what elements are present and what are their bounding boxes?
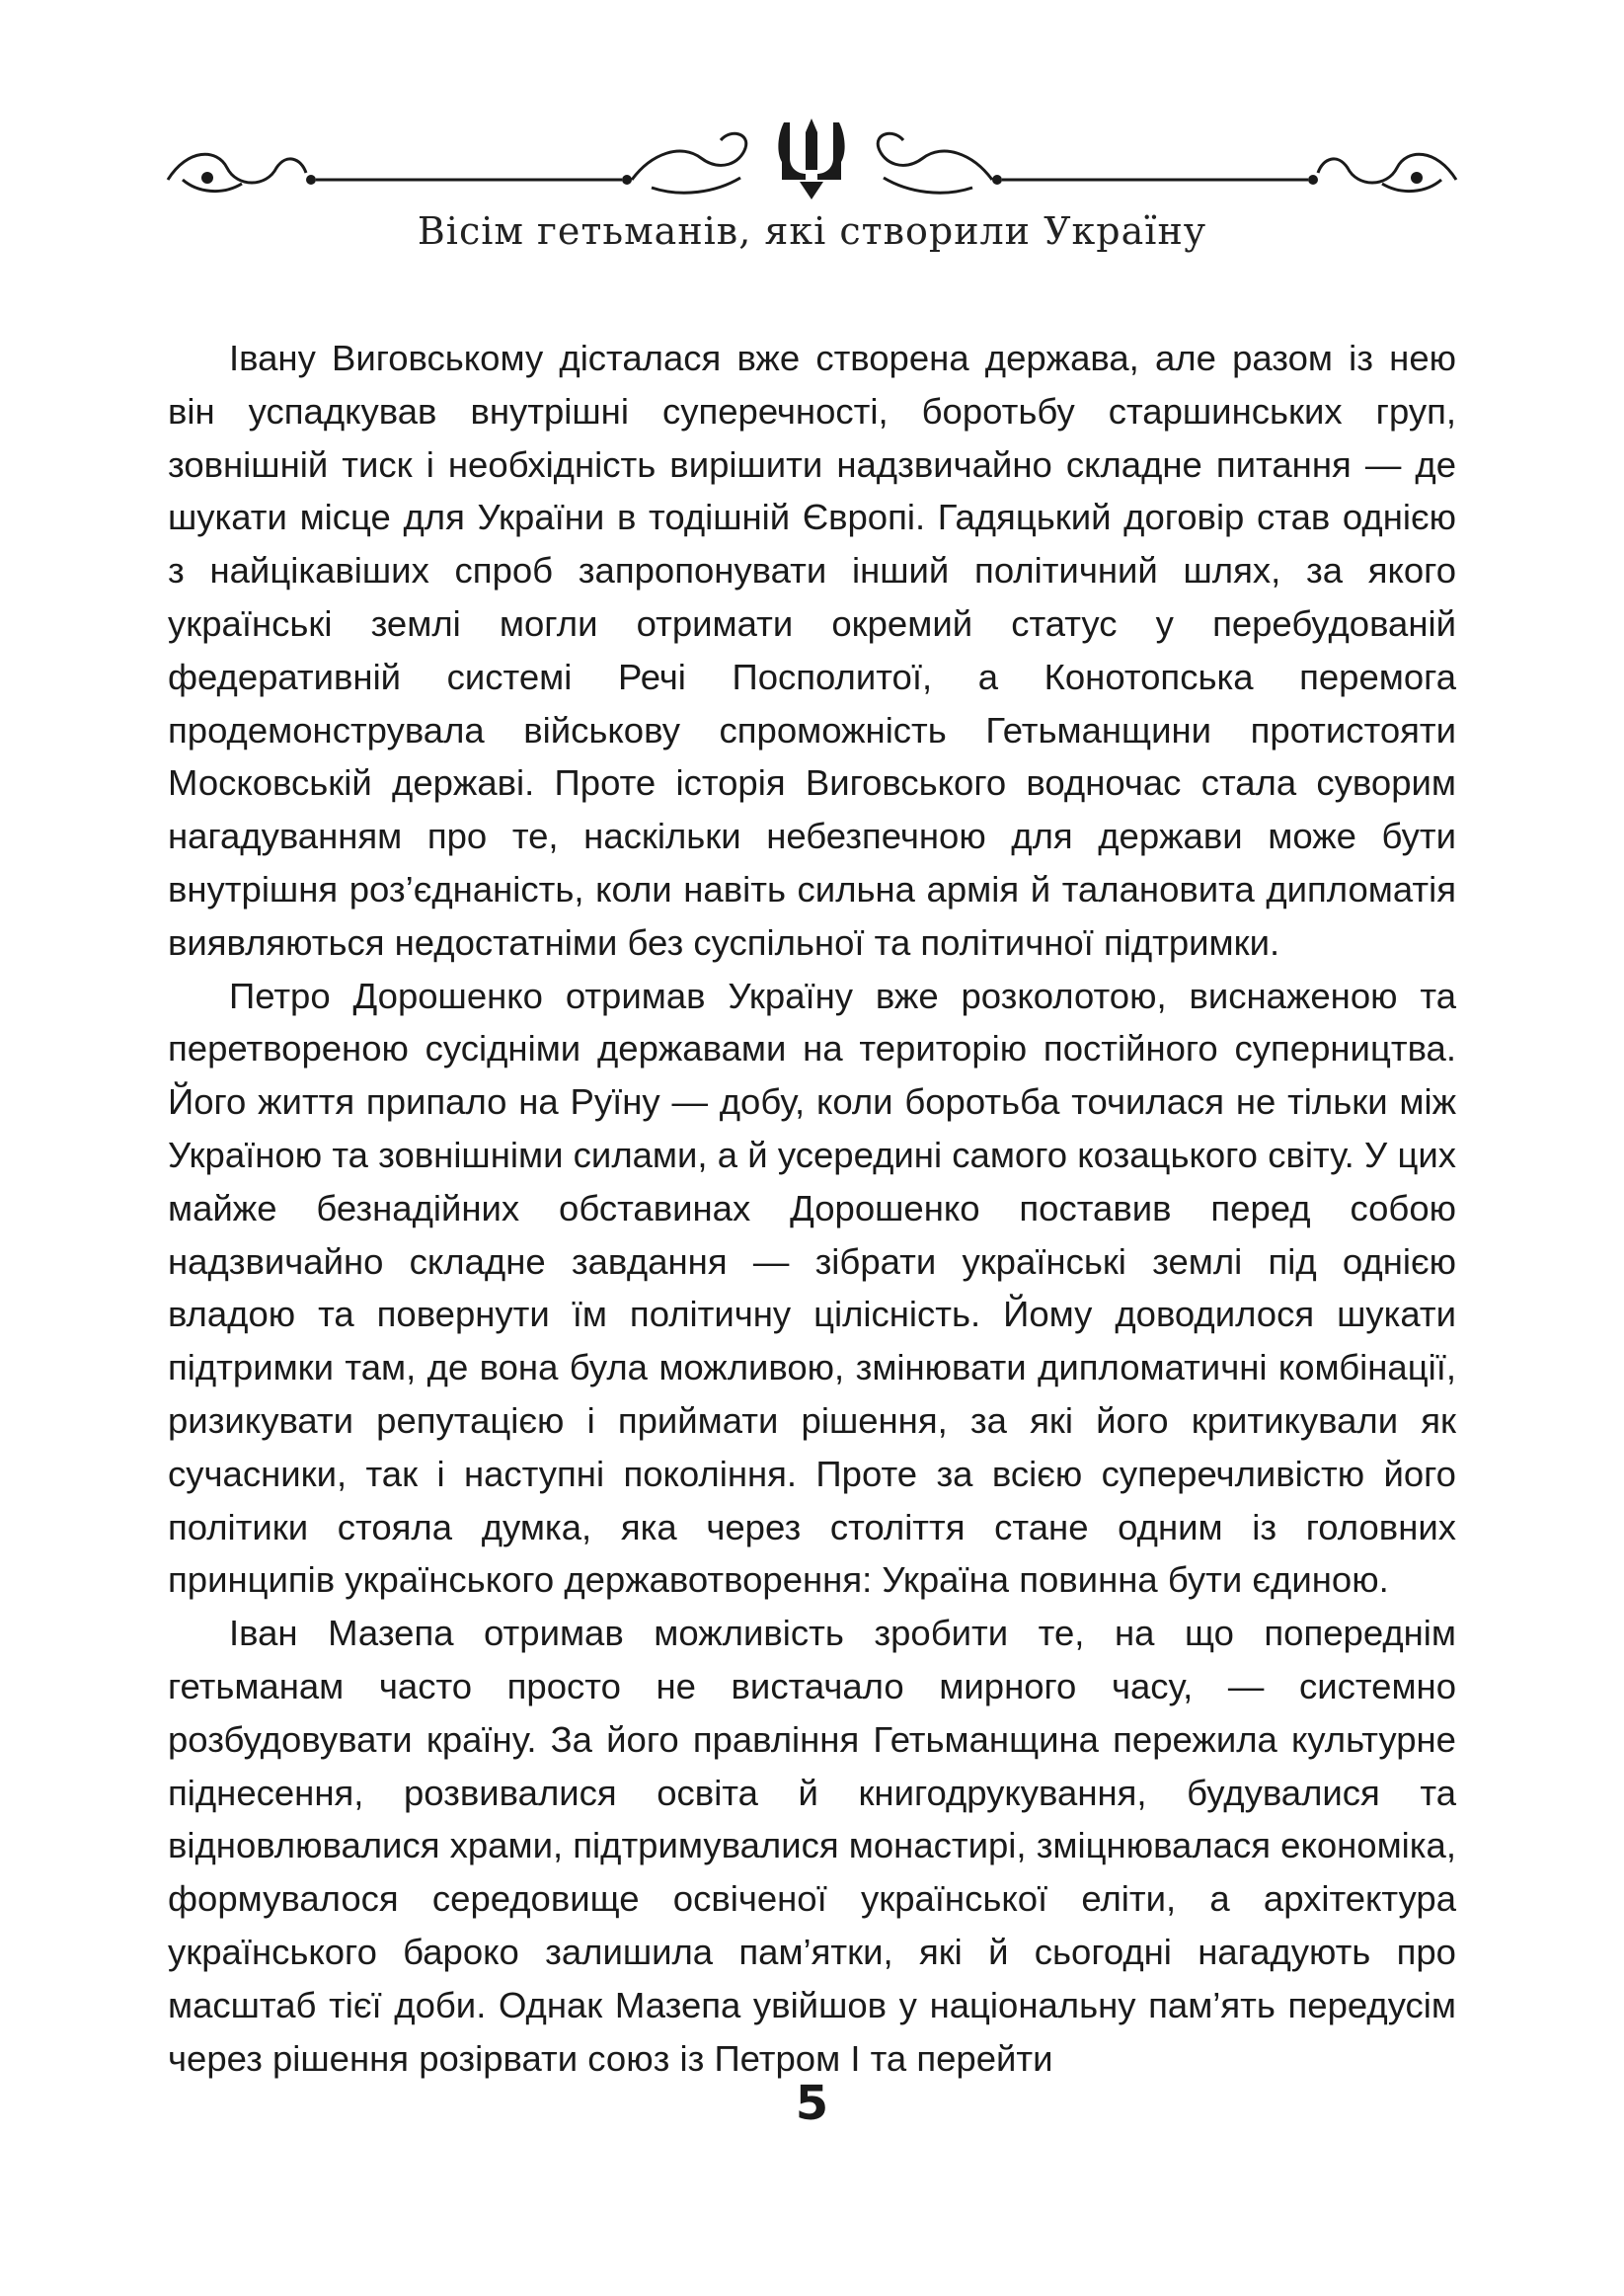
baroque-flourish-icon xyxy=(148,119,1476,202)
paragraph-vyhovsky: Івану Виговському дісталася вже створена держава, але разом із нею він успадкував внутрішні суперечності, боротьбу старшинських груп, зовнішній тиск і необхідність вирішити надзвичайно складне питання — де шукати місце для України в тодішній Європі. Гадяцький договір став однією з найцікавіших спроб запропонувати інший політичний шлях, за якого українські землі могли отримати окремий статус у перебудованій федеративній системі Речі Посполитої, а Конотопська перемога продемонструвала військову спроможність Гетьманщини протистояти Московській державі. Проте історія Виговського водночас стала суворим нагадуванням про те, наскільки небезпечною для держави може бути внутрішня роз’єднаність, коли навіть сильна армія й талановита дипломатія виявляються недостатніми без суспільної та політичної підтримки. xyxy=(168,338,1456,963)
page-number: 5 xyxy=(795,2076,829,2131)
paragraph-mazepa: Іван Мазепа отримав можливість зробити те, на що попереднім гетьманам часто просто не вистачало мирного часу, — системно розбудовувати країну. За його правління Гетьманщина пережила культурне піднесення, розвивалися освіта й книгодрукування, будувалися та відновлювалися храми, підтримувалися монастирі, зміцнювалася економіка, формувалося середовище освіченої української еліти, а архітектура українського бароко залишила пам’ятки, які й сьогодні нагадують про масштаб тієї доби. Однак Мазепа увійшов у національну пам’ять передусім через рішення розірвати союз із Петром І та перейти xyxy=(168,1613,1456,2079)
paragraph-doroshenko: Петро Дорошенко отримав Україну вже розколотою, виснаженою та перетвореною сусідніми державами на територію постійного суперництва. Його життя припало на Руїну — добу, коли боротьба точилася не тільки між Україною та зовнішніми силами, а й усередині самого козацького світу. У цих майже безнадійних обставинах Дорошенко поставив перед собою надзвичайно складне завдання — зібрати українські землі під однією владою та повернути їм політичну цілісність. Йому доводилося шукати підтримки там, де вона була можливою, змінювати дипломатичні комбінації, ризикувати репутацією і приймати рішення, за які його критикували як сучасники, так і наступні покоління. Проте за всією суперечливістю його політики стояла думка, яка через століття стане одним із головних принципів українського державотворення: Україна повинна бути єдиною. xyxy=(168,975,1456,1601)
body-text xyxy=(168,332,1456,2085)
running-title: Вісім гетьманів, які створили Україну xyxy=(417,209,1207,253)
trident-icon xyxy=(778,119,844,199)
